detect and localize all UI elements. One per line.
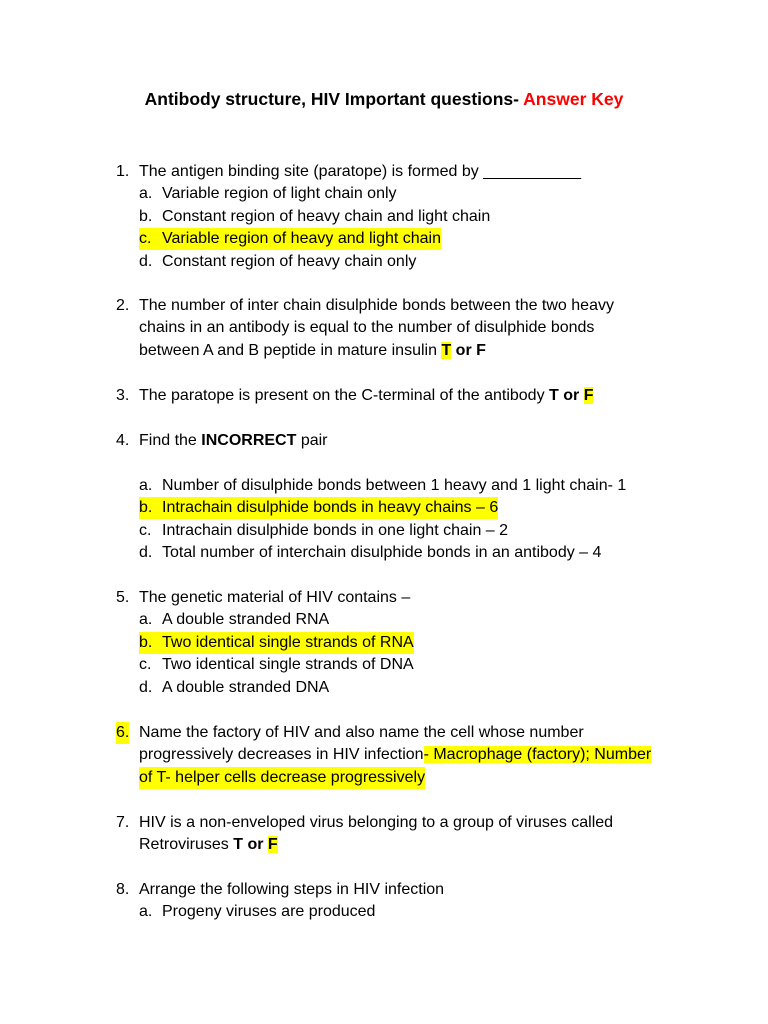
option-text: Constant region of heavy chain only [162, 253, 417, 270]
option-text: Two identical single strands of DNA [162, 656, 414, 673]
question-text-fragment: pair [296, 432, 328, 449]
question-number: 4. [116, 432, 130, 449]
answer-false: F [583, 387, 594, 404]
question-text-line-2: chains in an antibody is equal to the number of disulphide bonds [139, 319, 595, 336]
page-title [0, 88, 768, 110]
question-text-fragment: between A and B peptide in mature insulin [139, 342, 442, 359]
question-text-line-2 [139, 834, 278, 856]
question-text-fragment: The paratope is present on the C-terminal of the antibody [139, 387, 550, 404]
question-number: 2. [116, 297, 130, 314]
option-text: Variable region of light chain only [162, 185, 397, 202]
option-letter: d. [139, 253, 153, 270]
question-text [139, 385, 593, 407]
option-letter: a. [139, 477, 153, 494]
or-label: or [451, 342, 477, 359]
option-letter-answer: b. [139, 497, 162, 519]
answer-text-line-3: of T- helper cells decrease progressively [139, 767, 425, 789]
option-text: A double stranded RNA [162, 611, 330, 628]
question-number-answer: 6. [116, 722, 129, 744]
question-text-line-1: Name the factory of HIV and also name the cell whose number [139, 724, 584, 741]
option-letter: d. [139, 679, 153, 696]
option-text-answer: Intrachain disulphide bonds in heavy chains – 6 [162, 497, 498, 519]
question-number: 8. [116, 881, 130, 898]
question-number: 3. [116, 387, 130, 404]
false-label: F [476, 342, 486, 359]
question-text: The antigen binding site (paratope) is formed by ___________ [139, 163, 582, 180]
question-text-fragment: progressively decreases in HIV infection [139, 746, 424, 763]
option-letter: a. [139, 185, 153, 202]
or-label: or [243, 836, 268, 853]
or-label: or [558, 387, 584, 404]
option-letter-answer: c. [139, 228, 162, 250]
question-text: The genetic material of HIV contains – [139, 589, 411, 606]
option-text: Intrachain disulphide bonds in one light chain – 2 [162, 522, 509, 539]
option-letter: a. [139, 611, 153, 628]
answer-text: - Macrophage (factory); Number [423, 746, 652, 763]
option-letter: d. [139, 544, 153, 561]
option-letter-answer: b. [139, 632, 162, 654]
option-text: Total number of interchain disulphide bonds in an antibody – 4 [162, 544, 602, 561]
question-number: 7. [116, 814, 130, 831]
true-label: T [233, 836, 244, 853]
question-text-line-1: The number of inter chain disulphide bonds between the two heavy [139, 297, 614, 314]
option-text: Constant region of heavy chain and light chain [162, 208, 491, 225]
answer-key-label: Answer Key [523, 89, 624, 109]
option-text: Number of disulphide bonds between 1 heavy and 1 light chain- 1 [162, 477, 627, 494]
question-text-fragment: Find the [139, 432, 202, 449]
question-text [139, 430, 328, 452]
true-label: T [549, 387, 559, 404]
option-text: Progeny viruses are produced [162, 903, 376, 920]
option-letter: c. [139, 656, 152, 673]
question-text-fragment: Retroviruses [139, 836, 234, 853]
question-text: Arrange the following steps in HIV infection [139, 881, 445, 898]
question-text-line-2 [139, 744, 651, 766]
question-text-line-3 [139, 340, 486, 362]
answer-true: T [441, 342, 452, 359]
answer-false: F [267, 836, 278, 853]
option-letter: a. [139, 903, 153, 920]
option-letter: c. [139, 522, 152, 539]
question-number: 1. [116, 163, 130, 180]
title-main: Antibody structure, HIV Important questions- [144, 89, 524, 109]
option-letter: b. [139, 208, 153, 225]
option-text-answer: Variable region of heavy and light chain [162, 228, 441, 250]
option-text-answer: Two identical single strands of RNA [162, 632, 414, 654]
option-text: A double stranded DNA [162, 679, 330, 696]
question-text-line-1: HIV is a non-enveloped virus belonging to a group of viruses called [139, 814, 614, 831]
question-number: 5. [116, 589, 130, 606]
question-emphasis: INCORRECT [201, 432, 297, 449]
